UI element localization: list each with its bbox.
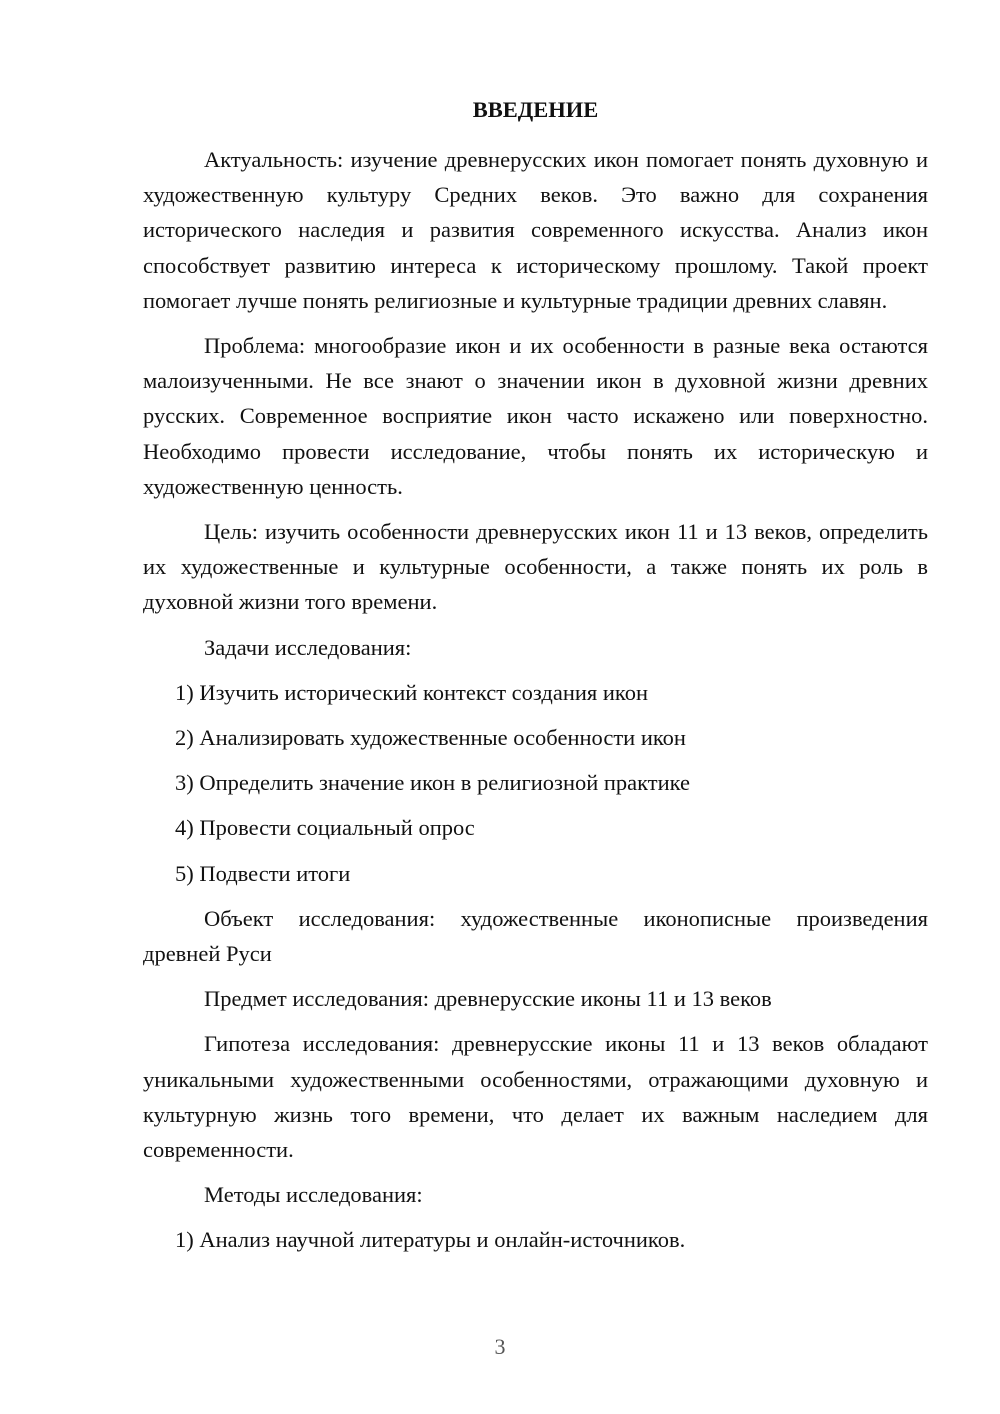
problem-paragraph: Проблема: многообразие икон и их особенности в разные века остаются малоизученными. Не все знают о значении икон в духовной жизни древних русских. Современное восприятие икон часто искажено или поверхностно. Необходимо провести исследование, чтобы понять их историческую и художественную ценность. xyxy=(143,333,928,499)
object-paragraph: Объект исследования: художественные иконописные произведения древней Руси xyxy=(143,905,928,967)
task-item-2: 2) Анализировать художественные особенности икон xyxy=(175,725,686,751)
subject-paragraph: Предмет исследования: древнерусские иконы 11 и 13 веков xyxy=(204,986,772,1012)
hypothesis-paragraph: Гипотеза исследования: древнерусские иконы 11 и 13 веков обладают уникальными художественными особенностями, отражающими духовную и культурную жизнь того времени, что делает их важным наследием для современности. xyxy=(143,1031,928,1163)
goal-paragraph: Цель: изучить особенности древнерусских икон 11 и 13 веков, определить их художественные и культурные особенности, а также понять их роль в духовной жизни того времени. xyxy=(143,519,928,615)
relevance-paragraph: Актуальность: изучение древнерусских икон помогает понять духовную и художественную культуру Средних веков. Это важно для сохранения исторического наследия и развития современного искусства. Анализ икон способствует развитию интереса к историческому прошлому. Такой проект помогает лучше понять религиозные и культурные традиции древних славян. xyxy=(143,147,928,313)
page-content xyxy=(143,92,928,1268)
page-title: ВВЕДЕНИЕ xyxy=(472,97,599,122)
tasks-heading: Задачи исследования: xyxy=(204,634,412,660)
task-item-1: 1) Изучить исторический контекст создания икон xyxy=(175,679,648,705)
task-item-3: 3) Определить значение икон в религиозной практике xyxy=(175,770,691,796)
methods-heading: Методы исследования: xyxy=(204,1182,423,1208)
task-item-5: 5) Подвести итоги xyxy=(175,860,351,886)
page-number: 3 xyxy=(494,1334,506,1359)
task-item-4: 4) Провести социальный опрос xyxy=(175,815,475,841)
method-item-1: 1) Анализ научной литературы и онлайн-источников. xyxy=(175,1227,686,1253)
